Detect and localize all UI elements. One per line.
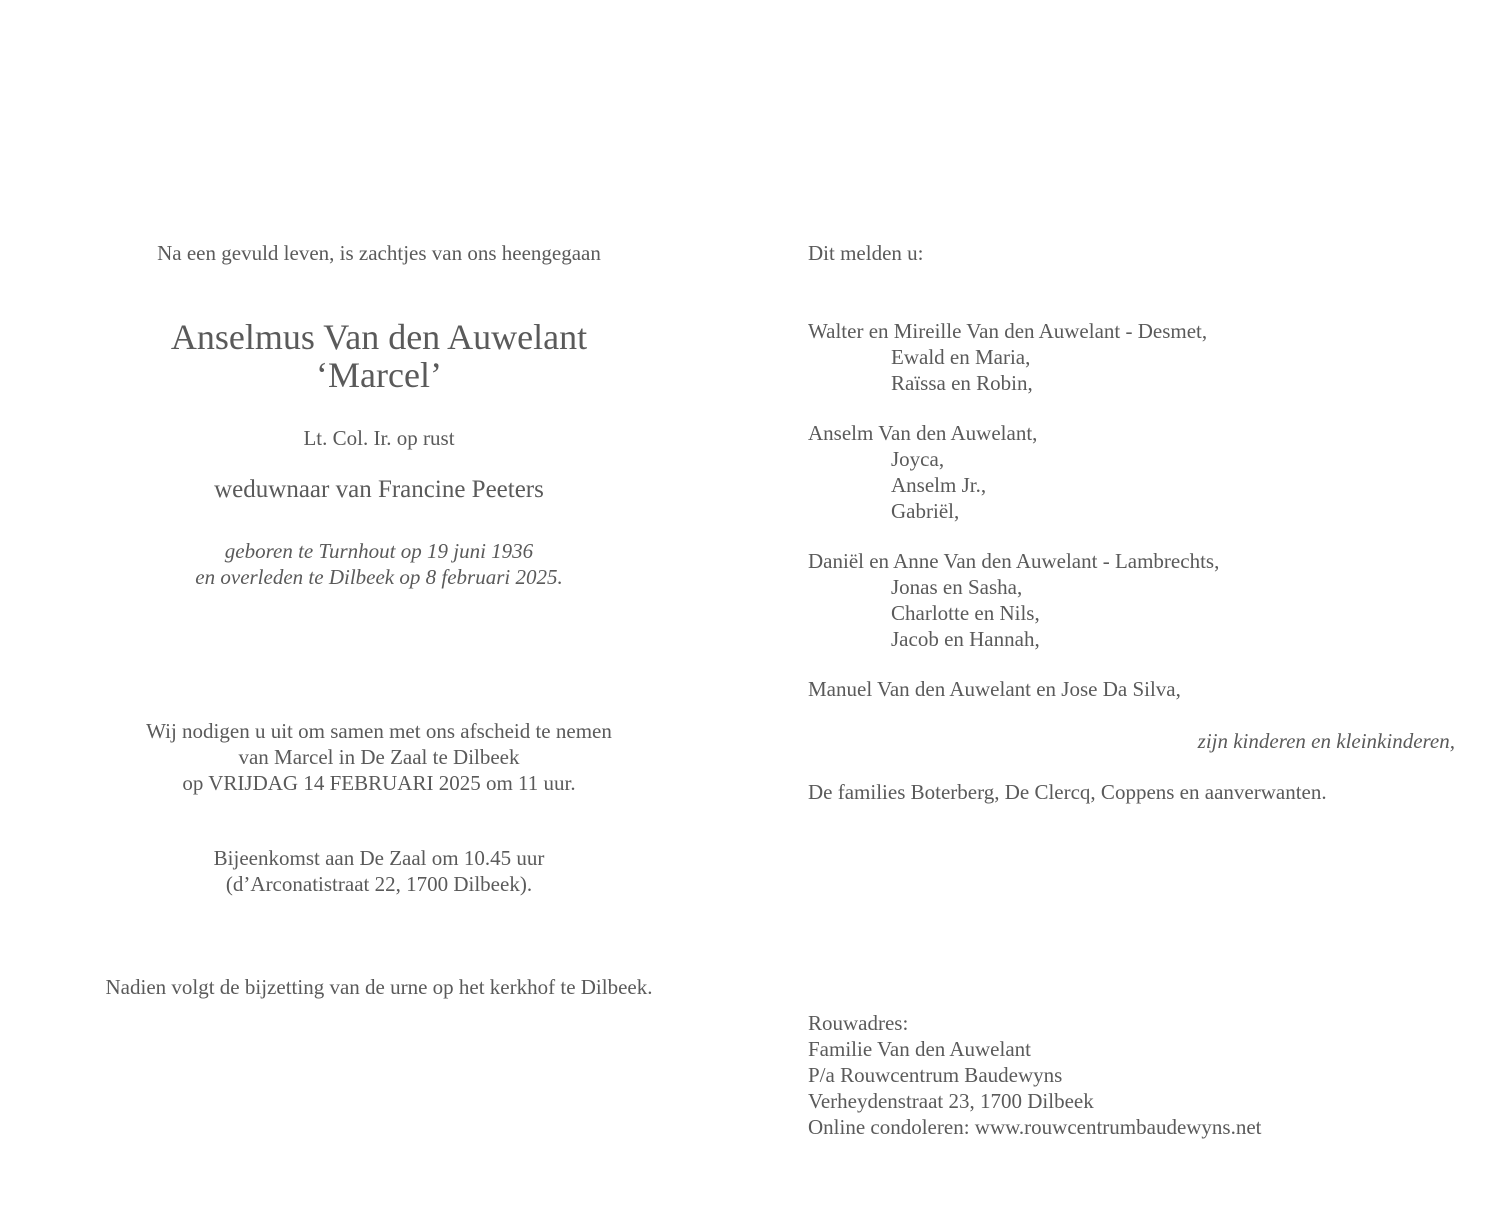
address-line: Rouwadres:: [808, 1011, 909, 1035]
address-line: P/a Rouwcentrum Baudewyns: [808, 1063, 1063, 1087]
announcement-heading: [808, 240, 923, 266]
family-child: Joyca,: [891, 447, 945, 471]
family-child: Anselm Jr.,: [891, 473, 987, 497]
family-child: Ewald en Maria,: [891, 345, 1031, 369]
address-line: Familie Van den Auwelant: [808, 1037, 1031, 1061]
family-group: [808, 676, 1181, 702]
invite-line-1: Wij nodigen u uit om samen met ons afscheid te nemen: [146, 719, 612, 743]
family-main: Anselm Van den Auwelant,: [808, 421, 1038, 445]
rank-line: Lt. Col. Ir. op rust: [303, 426, 455, 450]
birth-line: geboren te Turnhout op 19 juni 1936: [224, 539, 534, 563]
family-group: [808, 420, 1037, 524]
widower-line: weduwnaar van Francine Peeters: [214, 476, 544, 503]
family-child: Jacob en Hannah,: [891, 627, 1040, 651]
deceased-name: Anselmus Van den Auwelant: [170, 317, 588, 357]
death-line: en overleden te Dilbeek op 8 februari 2025.: [195, 565, 563, 589]
family-group: [808, 318, 1207, 396]
burial-line: Nadien volgt de bijzetting van de urne op het kerkhof te Dilbeek.: [105, 975, 653, 999]
family-child: Raïssa en Robin,: [891, 371, 1033, 395]
invite-line-3: op VRIJDAG 14 FEBRUARI 2025 om 11 uur.: [182, 771, 576, 795]
address-line: Verheydenstraat 23, 1700 Dilbeek: [808, 1089, 1094, 1113]
family-group: [808, 548, 1219, 652]
children-label: [1198, 728, 1455, 754]
deceased-nickname: ‘Marcel’: [316, 355, 442, 395]
family-main: Manuel Van den Auwelant en Jose Da Silva,: [808, 677, 1181, 701]
children-label-line: zijn kinderen en kleinkinderen,: [1197, 729, 1455, 753]
address-line: Online condoleren: www.rouwcentrumbaudewyns.net: [808, 1115, 1262, 1139]
announce-line: Dit melden u:: [808, 241, 924, 265]
extended-families: [808, 779, 1327, 805]
gathering-line-1: Bijeenkomst aan De Zaal om 10.45 uur: [213, 846, 545, 870]
mourning-address: [808, 1010, 1262, 1140]
family-main: Daniël en Anne Van den Auwelant - Lambrechts,: [808, 549, 1220, 573]
family-child: Charlotte en Nils,: [891, 601, 1040, 625]
intro-line: Na een gevuld leven, is zachtjes van ons heengegaan: [157, 241, 601, 265]
family-child: Gabriël,: [891, 499, 960, 523]
gathering-line-2: (d’Arconatistraat 22, 1700 Dilbeek).: [225, 872, 533, 896]
family-main: Walter en Mireille Van den Auwelant - Desmet,: [808, 319, 1208, 343]
extended-families-line: De families Boterberg, De Clercq, Coppens en aanverwanten.: [808, 780, 1327, 804]
family-child: Jonas en Sasha,: [891, 575, 1023, 599]
invite-line-2: van Marcel in De Zaal te Dilbeek: [238, 745, 520, 769]
